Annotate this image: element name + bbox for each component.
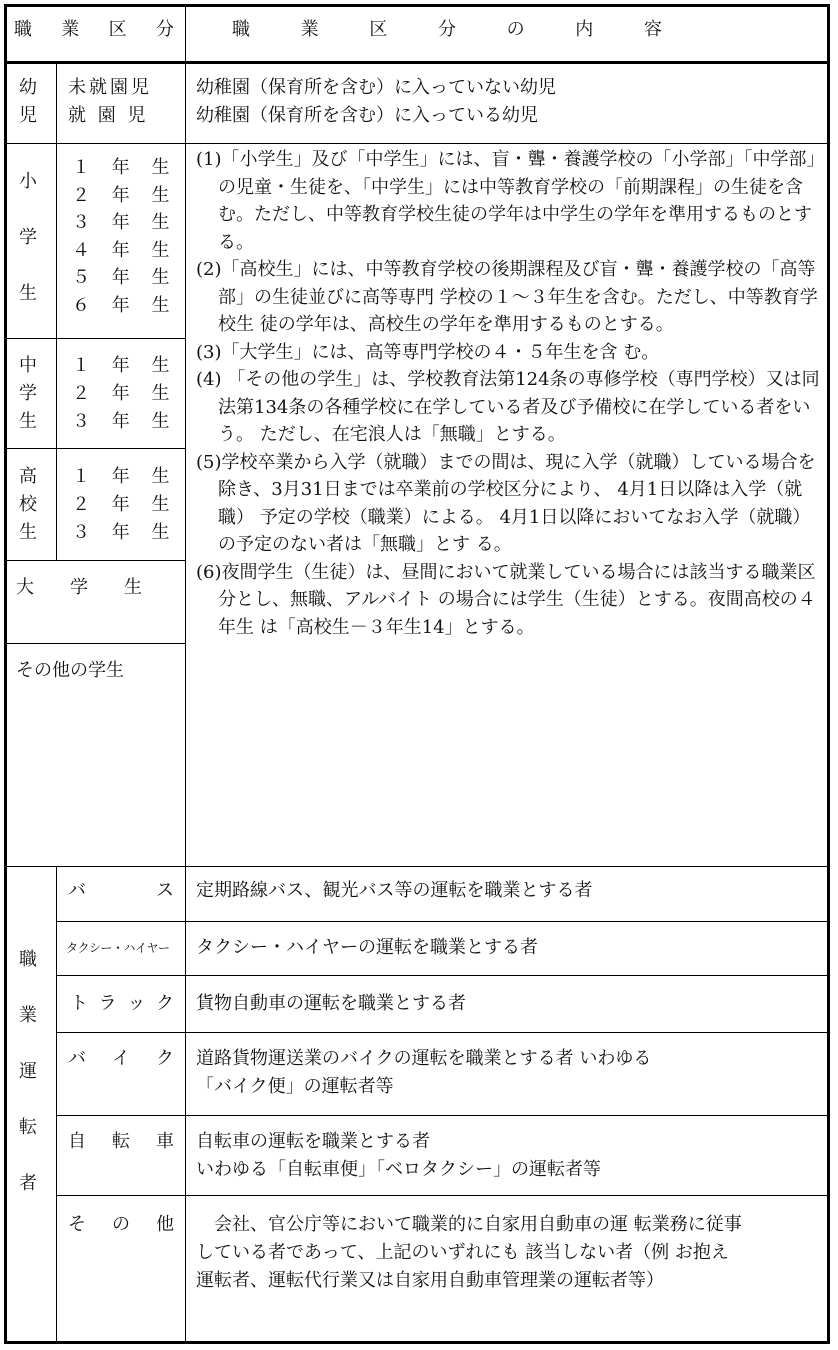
label-char: ス (156, 880, 174, 901)
group-char: 転 (19, 1117, 37, 1138)
header-char: 区 (369, 19, 388, 40)
header-char: 職 (232, 19, 250, 40)
desc-line: いわゆる「自転車便」「ベロタクシー」の運転者等 (196, 1159, 601, 1180)
group-char: 生 (19, 283, 37, 304)
header-char: 業 (300, 19, 319, 40)
desc-line: している者であって、上記のいずれにも 該当しない者（例 お抱え (196, 1242, 729, 1263)
infant-label-unenrolled: 未就園児 (68, 77, 152, 98)
header-char: 区 (108, 19, 127, 40)
divider-bike (56, 1115, 830, 1116)
divider-truck (56, 1032, 830, 1033)
driver-desc-taxi: タクシー・ハイヤーの運転を職業とする者 (196, 937, 538, 958)
column-divider-infant (56, 61, 57, 143)
header-char: 分 (437, 19, 456, 40)
group-label-infant (16, 74, 40, 130)
header-char: 容 (643, 19, 662, 40)
label-char: 他 (156, 1214, 174, 1235)
grade-item: １ 年 生 (72, 466, 170, 487)
label-char: 車 (156, 1131, 174, 1152)
label-char: 自 (68, 1131, 86, 1152)
grade-list (72, 154, 169, 320)
group-char: 学 (19, 383, 37, 404)
group-char: 職 (19, 949, 37, 970)
driver-label-taxi: タクシー・ハイヤー (66, 941, 170, 955)
divider-bicycle (56, 1195, 830, 1196)
grade-item: ５ 年 生 (72, 267, 170, 289)
driver-desc-other (196, 1211, 742, 1295)
grade-item: ４ 年 生 (72, 239, 170, 261)
divider-bus (56, 921, 830, 922)
group-char: 生 (19, 522, 37, 543)
grade-item: １ 年 生 (72, 157, 170, 178)
driver-label-bicycle (68, 1128, 174, 1156)
grade-list (72, 463, 169, 547)
other-students-label: その他の学生 (16, 660, 124, 681)
group-label-drivers (16, 932, 40, 1212)
note-item: (1)「小学生」及び「中学生」には、盲・聾・養護学校の「小学部」「中学部」の児童・生徒を、「中学生」には中等教育学校の「前期課程」の生徒を含む。ただし、中等教育学校生徒の学年は中学生の学年を準用するものとする。 (196, 149, 816, 253)
label-char: そ (68, 1214, 86, 1235)
column-divider-grades (56, 143, 57, 560)
label-char: 転 (112, 1131, 130, 1152)
group-char: 高 (19, 466, 37, 487)
divider-infant (4, 143, 830, 144)
group-label-elementary (16, 154, 40, 322)
label-char: ク (156, 1048, 174, 1069)
divider-senior (4, 560, 186, 561)
label-char: ク (155, 993, 174, 1014)
note-item: (5)学校卒業から入学（就職）までの間は、現に入学（就職）している場合を除き、3月31日までは卒業前の学校区分により、 4月1日以降は入学（就職） 予定の学校（職業）による。 4月1日以降においてなお入学（就職）の予定のない者は「無職」とす る。 (196, 451, 816, 555)
header-content (232, 16, 662, 44)
driver-desc-bike (196, 1045, 651, 1101)
desc-line: 「バイク便」の運転者等 (196, 1076, 394, 1097)
infant-desc-unenrolled: 幼稚園（保育所を含む）に入っていない幼児 (196, 77, 556, 98)
grade-item: ３ 年 生 (72, 411, 170, 432)
infant-label-enrolled: 就 園 児 (68, 105, 149, 126)
grade-item: ３ 年 生 (72, 212, 170, 234)
divider-taxi (56, 975, 830, 976)
student-notes (196, 146, 820, 641)
note-item: (3)「大学生」には、高等専門学校の４・５年生を含 む。 (196, 341, 660, 363)
driver-label-bus (68, 877, 174, 905)
divider-university (4, 643, 186, 644)
grade-item: ６ 年 生 (72, 294, 170, 316)
header-divider (4, 61, 830, 64)
note-item: (6)夜間学生（生徒）は、昼間において就業している場合には該当する職業区分とし、無職、アルバイト の場合には学生（生徒）とする。夜間高校の４年生 は「高校生－３年生14」とする。 (196, 561, 816, 638)
group-char: 小 (19, 171, 37, 192)
label-char: ト (70, 993, 88, 1014)
group-char: 運 (19, 1061, 37, 1082)
university-label: 大 学 生 (16, 577, 142, 598)
header-char: 職 (14, 19, 32, 40)
divider-junior (4, 448, 186, 449)
driver-label-other (68, 1211, 174, 1239)
group-char: 児 (19, 105, 37, 126)
desc-line: 会社、官公庁等において職業的に自家用自動車の運 転業務に従事 (196, 1214, 742, 1235)
group-char: 者 (19, 1173, 37, 1194)
desc-line: 運転者、運転代行業又は自家用自動車管理業の運転者等） (196, 1270, 664, 1291)
label-char: ッ (127, 993, 146, 1014)
group-char: 業 (19, 1005, 37, 1026)
group-label-junior (16, 352, 40, 436)
column-divider-drivers (56, 866, 57, 1344)
header-char: 分 (155, 19, 174, 40)
driver-desc-bus: 定期路線バス、観光バス等の運転を職業とする者 (196, 880, 593, 901)
grade-item: ２ 年 生 (72, 184, 170, 206)
infant-desc-enrolled: 幼稚園（保育所を含む）に入っている幼児 (196, 105, 538, 126)
label-char: イ (112, 1048, 130, 1069)
group-char: 学 (19, 227, 37, 248)
divider-elementary (4, 338, 186, 339)
divider-students (4, 866, 830, 867)
label-char: バ (68, 1048, 86, 1069)
driver-desc-bicycle (196, 1128, 601, 1184)
grade-item: ２ 年 生 (72, 383, 170, 404)
grade-item: ３ 年 生 (72, 522, 170, 543)
label-char: バ (68, 880, 86, 901)
group-char: 生 (19, 411, 37, 432)
group-char: 幼 (19, 77, 37, 98)
grade-item: ２ 年 生 (72, 494, 170, 515)
group-label-senior (16, 463, 40, 547)
group-char: 校 (19, 494, 37, 515)
note-item: (2)「高校生」には、中等教育学校の後期課程及び盲・聾・養護学校の「高等部」の生徒並びに高等専門 学校の１～３年生を含む。ただし、中等教育学校生 徒の学年は、高校生の学年を準用するものとする。 (196, 259, 818, 335)
desc-line: 道路貨物運送業のバイクの運転を職業とする者 いわゆる (196, 1048, 652, 1069)
grade-list (72, 352, 169, 436)
group-char: 中 (19, 355, 37, 376)
label-char: の (112, 1214, 130, 1235)
note-item: (4) 「その他の学生」は、学校教育法第124条の専修学校（専門学校）又は同法第134条の各種学校に在学している者及び予備校に在学している者をいう。 ただし、在宅浪人は「無職」とする。 (196, 369, 820, 445)
column-divider-main (185, 4, 186, 1344)
label-char: ラ (98, 993, 117, 1014)
desc-line: 自転車の運転を職業とする者 (196, 1131, 430, 1152)
header-char: 内 (575, 19, 594, 40)
header-char: の (506, 19, 525, 40)
header-char: 業 (61, 19, 80, 40)
driver-label-truck (70, 990, 174, 1018)
driver-label-bike (68, 1045, 174, 1073)
driver-desc-truck: 貨物自動車の運転を職業とする者 (196, 993, 466, 1014)
grade-item: １ 年 生 (72, 355, 170, 376)
header-category (14, 16, 174, 44)
